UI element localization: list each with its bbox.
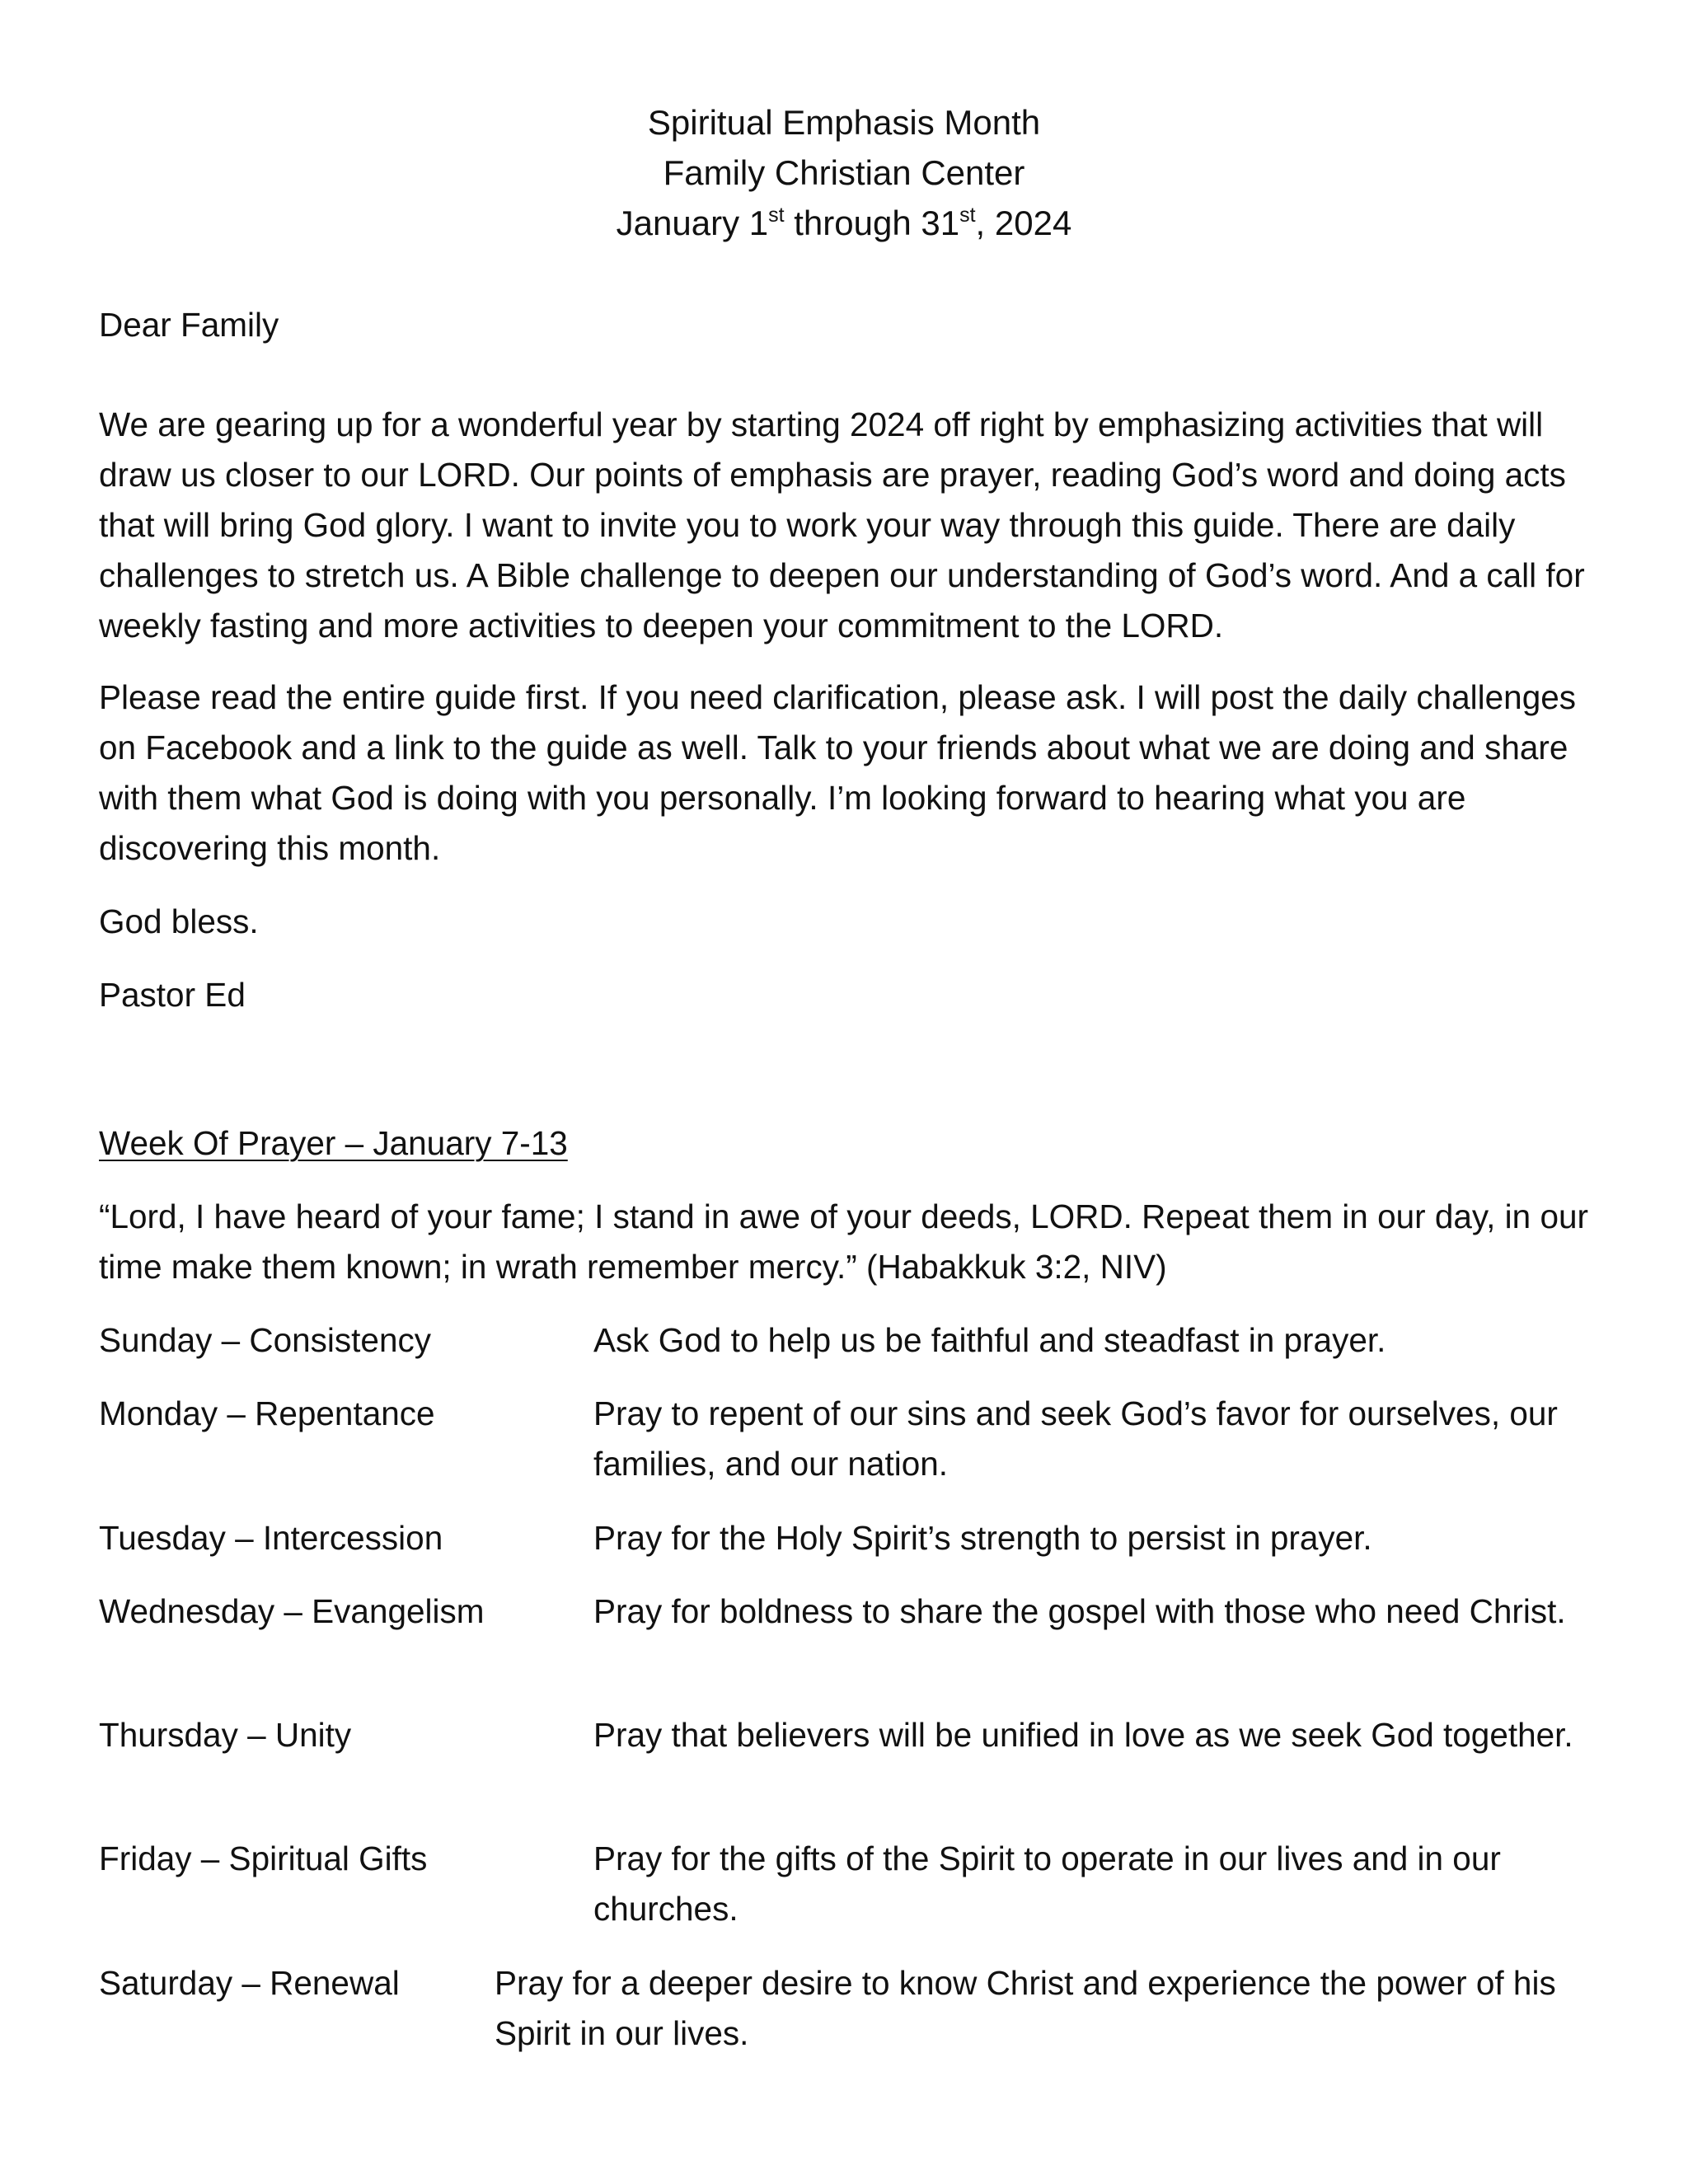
prayer-day-label: Sunday – Consistency (99, 1321, 431, 1359)
prayer-day-label: Tuesday – Intercession (99, 1519, 443, 1557)
prayer-day-label: Monday – Repentance (99, 1394, 435, 1432)
prayer-day-description: Pray to repent of our sins and seek God’s favor for ourselves, our families, and our nation. (593, 1394, 1558, 1483)
scripture-verse: “Lord, I have heard of your fame; I stand in awe of your deeds, LORD. Repeat them in our day, in our time make them known; in wrath remember mercy.” (Habakkuk 3:2, NIV) (99, 1197, 1588, 1286)
letter-salutation: Dear Family (99, 306, 279, 344)
prayer-day-description: Pray for the gifts of the Spirit to operate in our lives and in our churches. (593, 1840, 1501, 1928)
date-end-text: through 31 (784, 204, 960, 242)
date-end-suffix: st (959, 204, 976, 227)
date-year-text: , 2024 (975, 204, 1072, 242)
prayer-day-description: Pray for a deeper desire to know Christ and experience the power of his Spirit in our lives. (495, 1964, 1556, 2052)
prayer-day-description: Ask God to help us be faithful and steadfast in prayer. (593, 1321, 1386, 1359)
section-title-week-of-prayer: Week Of Prayer – January 7-13 (99, 1124, 568, 1162)
prayer-day-description: Pray for boldness to share the gospel with those who need Christ. (593, 1592, 1566, 1630)
letter-paragraph-guide: Please read the entire guide first. If you need clarification, please ask. I will post the daily challenges on Facebook and a link to the guide as well. Talk to your friends about what we are doing and share with them what God is doing with you personally. I’m looking forward to hearing what you are discovering this month. (99, 678, 1577, 867)
prayer-day-label: Wednesday – Evangelism (99, 1592, 485, 1630)
header-title: Spiritual Emphasis Month (647, 103, 1041, 142)
prayer-day-label: Friday – Spiritual Gifts (99, 1840, 428, 1877)
header-organization: Family Christian Center (663, 153, 1025, 192)
header-date-range (0, 198, 1688, 248)
prayer-day-label: Thursday – Unity (99, 1716, 352, 1754)
letter-paragraph-intro: We are gearing up for a wonderful year by starting 2024 off right by emphasizing activities that will draw us closer to our LORD. Our points of emphasis are prayer, reading God’s word and doing acts that will bring God glory. I want to invite you to work your way through this guide. There are daily challenges to stretch us. A Bible challenge to deepen our understanding of God’s word. And a call for weekly fasting and more activities to deepen your commitment to the LORD. (99, 405, 1585, 644)
date-start-text: January 1 (616, 204, 769, 242)
prayer-day-label: Saturday – Renewal (99, 1964, 400, 2002)
document-header (0, 97, 1688, 248)
date-start-suffix: st (768, 204, 785, 227)
letter-signature: Pastor Ed (99, 976, 246, 1014)
prayer-day-description: Pray for the Holy Spirit’s strength to persist in prayer. (593, 1519, 1372, 1557)
letter-closing: God bless. (99, 902, 259, 940)
prayer-day-description: Pray that believers will be unified in love as we seek God together. (593, 1716, 1573, 1754)
